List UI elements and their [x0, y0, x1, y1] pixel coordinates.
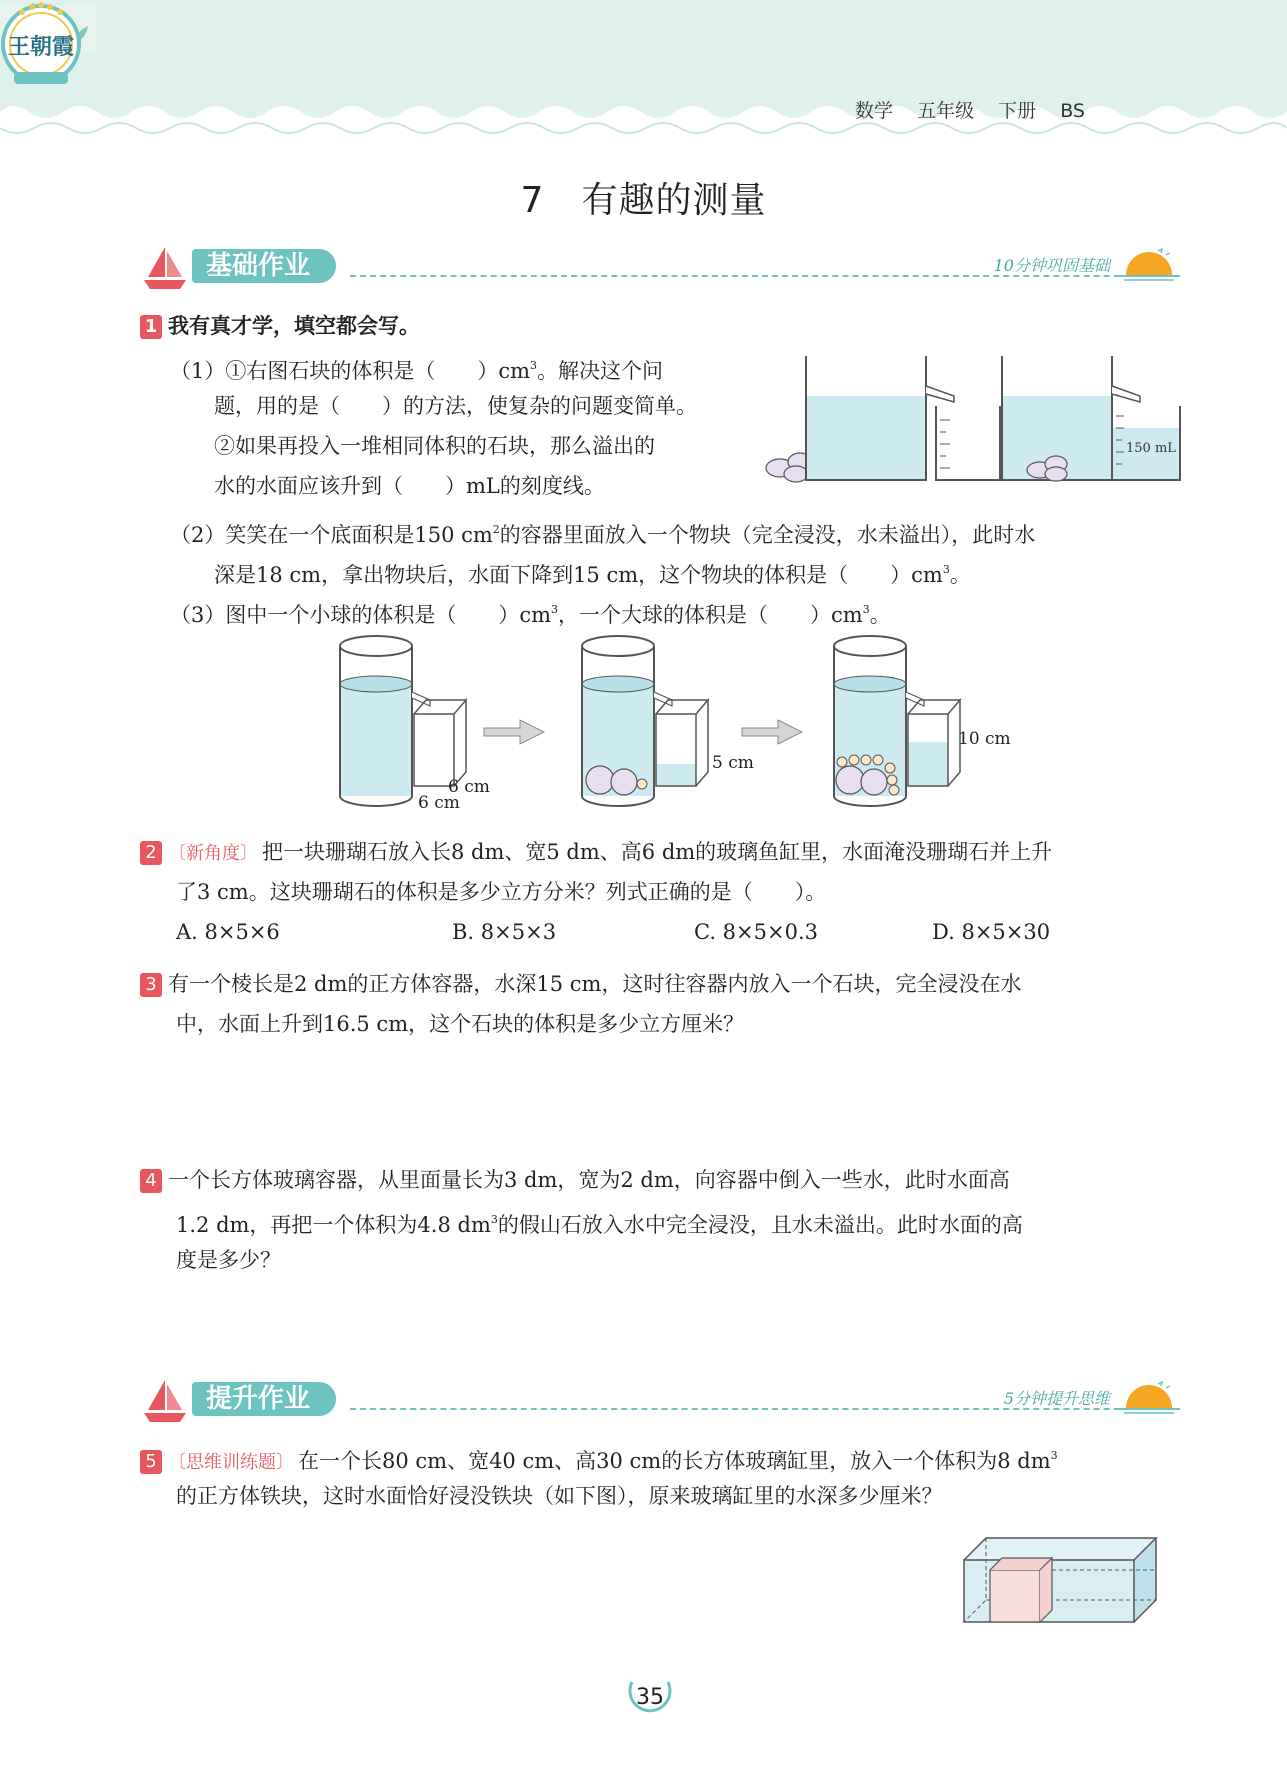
- label-5cm: 5 cm: [712, 753, 754, 773]
- beaker-label: 150 mL: [1126, 441, 1176, 456]
- arrow-icon: [484, 720, 544, 744]
- q3-line1-text: 有一个棱长是2 dm的正方体容器，水深15 cm，这时往容器内放入一个石块，完全浸没在水: [168, 972, 1022, 996]
- sailboat-icon: [140, 1376, 190, 1426]
- header-volume: 下册: [998, 100, 1037, 122]
- q1-p1-line1b: 。解决这个问: [537, 359, 664, 383]
- label-6cm-b: 6 cm: [418, 793, 460, 812]
- q5-tag: 〔思维训练题〕: [168, 1452, 294, 1473]
- header-subject: 数学: [855, 100, 894, 122]
- label-10cm: 10 cm: [958, 729, 1011, 749]
- header-band: [0, 0, 1287, 160]
- beaker-stone-figure: [750, 350, 1190, 490]
- q1-p2-line2b: 。: [949, 563, 971, 587]
- sup: 3: [490, 1213, 498, 1226]
- section-advanced-label: 提升作业: [192, 1382, 336, 1416]
- cylinder-1: [340, 636, 490, 812]
- sup: 3: [1050, 1449, 1058, 1462]
- q1-p2-line2a: 深是18 cm，拿出物块后，水面下降到15 cm，这个物块的体积是（ ）cm: [214, 563, 943, 587]
- cylinder-3: [834, 636, 1011, 806]
- q3-line1: [140, 970, 1021, 998]
- q1-p3-b: ，一个大球的体积是（ ）cm: [558, 603, 863, 627]
- q5-line2: 的正方体铁块，这时水面恰好浸没铁块（如下图），原来玻璃缸里的水深多少厘米？: [176, 1484, 943, 1508]
- q1-p1-line4: 水的水面应该升到（ ）mL的刻度线。: [214, 474, 605, 498]
- q1-p2-line1a: （2）笑笑在一个底面积是150 cm: [170, 523, 493, 547]
- sunrise-icon: [1118, 1378, 1180, 1414]
- q1-p1-line3: ②如果再投入一堆相同体积的石块，那么溢出的: [214, 434, 655, 458]
- sup: 3: [942, 563, 950, 576]
- sup: 3: [862, 603, 870, 616]
- measuring-cup-2: [1112, 406, 1180, 480]
- page-title: 7 有趣的测量: [520, 180, 767, 221]
- q4-line2a: 1.2 dm，再把一个体积为4.8 dm: [176, 1213, 491, 1237]
- header-wave: [0, 0, 1287, 160]
- section-basic-tagline: 10分钟巩固基础: [993, 256, 1110, 275]
- q1-p3-c: 。: [869, 603, 891, 627]
- q1-p2-line2: [214, 556, 971, 589]
- q1-p1-line1a: （1）①右图石块的体积是（ ）cm: [170, 359, 531, 383]
- tank-cube-figure: [960, 1526, 1160, 1626]
- q1-heading: [140, 312, 420, 340]
- q4-line2b: 的假山石放入水中完全浸没，且水未溢出。此时水面的高: [497, 1213, 1023, 1237]
- q4-line1: [140, 1166, 1010, 1194]
- page-number-badge: [620, 1674, 680, 1720]
- q1-number: 1: [140, 315, 162, 339]
- sup: 2: [492, 523, 500, 536]
- sailboat-icon: [140, 243, 190, 293]
- q2-line1-text: 把一块珊瑚石放入长8 dm、宽5 dm、高6 dm的玻璃鱼缸里，水面淹没珊瑚石并上升: [262, 840, 1053, 864]
- arrow-icon: [742, 720, 802, 744]
- q4-line2: [176, 1206, 1023, 1239]
- page-number: 35: [636, 1685, 664, 1710]
- q1-p1-line2: 题，用的是（ ）的方法，使复杂的问题变简单。: [214, 394, 697, 418]
- q1-p3-line: [170, 596, 891, 629]
- q5-line1: [140, 1442, 1058, 1477]
- q1-heading-text: 我有真才学，填空都会写。: [168, 314, 420, 338]
- header-meta: [855, 96, 1103, 123]
- section-advanced-tagline: 5分钟提升思维: [1003, 1389, 1110, 1408]
- header-edition: BS: [1060, 100, 1085, 122]
- section-basic-banner: [140, 243, 1180, 293]
- q2-option-b[interactable]: B. 8×5×3: [452, 920, 557, 944]
- sunrise-icon: [1118, 245, 1180, 281]
- q2-option-a[interactable]: A. 8×5×6: [176, 920, 280, 944]
- brand-logo: [0, 0, 82, 92]
- q5-line1-text: 在一个长80 cm、宽40 cm、高30 cm的长方体玻璃缸里，放入一个体积为8 dm: [298, 1449, 1051, 1473]
- q2-line2: 了3 cm。这块珊瑚石的体积是多少立方分米？列式正确的是（ ）。: [176, 880, 827, 904]
- measuring-cup-1: [936, 406, 1000, 480]
- cylinder-balls-figure: [330, 632, 1030, 812]
- section-advanced-banner: [140, 1376, 1180, 1426]
- q2-option-d[interactable]: D. 8×5×30: [932, 920, 1051, 944]
- sup: 3: [551, 603, 559, 616]
- q2-tag: 〔新角度〕: [168, 843, 258, 864]
- q2-number: 2: [140, 841, 162, 865]
- q4-line1-text: 一个长方体玻璃容器，从里面量长为3 dm，宽为2 dm，向容器中倒入一些水，此时水面高: [168, 1168, 1010, 1192]
- label-6cm-a: 6 cm: [448, 777, 490, 797]
- sup: 3: [530, 359, 538, 372]
- section-basic-label: 基础作业: [192, 249, 336, 283]
- q4-number: 4: [140, 1169, 162, 1193]
- q2-line1: [140, 838, 1052, 868]
- header-grade: 五年级: [917, 100, 975, 122]
- q3-number: 3: [140, 973, 162, 997]
- q2-option-c[interactable]: C. 8×5×0.3: [694, 920, 818, 944]
- q1-p1-line1: [170, 352, 663, 385]
- q3-line2: 中，水面上升到16.5 cm，这个石块的体积是多少立方厘米？: [176, 1012, 745, 1036]
- q1-p3-a: （3）图中一个小球的体积是（ ）cm: [170, 603, 552, 627]
- q1-p2-line1: [170, 516, 1035, 549]
- q4-line3: 度是多少？: [176, 1248, 281, 1272]
- q5-number: 5: [140, 1450, 162, 1474]
- cylinder-2: [582, 636, 754, 806]
- q1-p2-line1b: 的容器里面放入一个物块（完全浸没，水未溢出），此时水: [499, 523, 1036, 547]
- brand-name: 王朝霞: [7, 34, 75, 60]
- overflow-beaker-1: [806, 356, 954, 480]
